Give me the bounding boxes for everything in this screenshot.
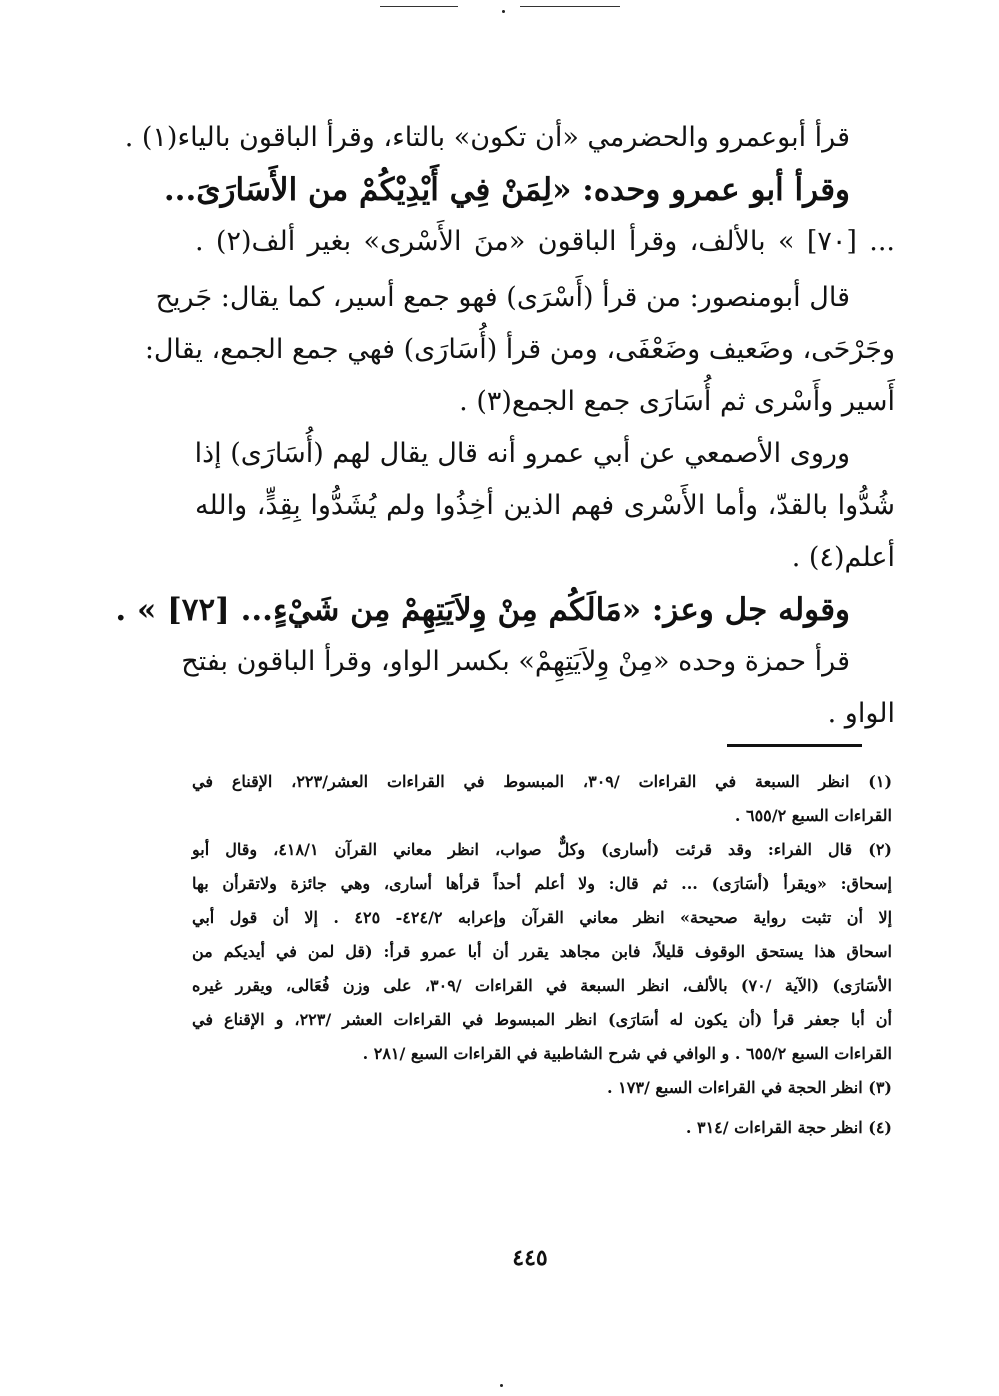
footnote-line: (٤) انظر حجة القراءات /٣١٤ .: [685, 1118, 892, 1137]
main-text-block: [115, 112, 895, 740]
footnote-line: (٣) انظر الحجة في القراءات السبع /١٧٣ .: [607, 1078, 892, 1097]
main-text-line-quran: [163, 164, 895, 216]
page-number: ٤٤٥: [512, 1245, 548, 1271]
main-text-line: الواو .: [827, 698, 895, 729]
main-text-line: قرأ أبوعمرو والحضرمي «أن تكون» بالتاء، وقرأ الباقون بالياء(١) .: [124, 122, 850, 153]
main-text-line: شُدُّوا بالقدّ، وأما الأَسْرى فهم الذين أخِذُوا ولم يُشَدُّوا بِقِدٍّ، والله: [195, 490, 895, 521]
main-text-line-quran: [115, 584, 895, 636]
footnote-line: (١) انظر السبعة في القراءات /٣٠٩، المبسوط في القراءات العشر/٢٢٣، الإقناع في: [192, 772, 893, 791]
footnotes-block: [192, 765, 892, 1145]
top-edge-rule-right: [520, 6, 620, 7]
quran-verse-line: وقرأ أبو عمرو وحده: «لِمَنْ فِي أَيْدِيْكُمْ من الأَسَارَىَ...: [163, 172, 850, 208]
footnote-line: إسحاق: «ويقرأ (أسَارَى) ... ثم قال: ولا أعلم أحداً قرأها أسارى، وهي جائزة ولاتقرأن بها: [192, 874, 892, 893]
quran-verse-line: وقوله جل وعز: «مَالَكُم مِنْ وِلاَيَتِهِمْ مِن شَيْءٍ... [٧٢] » .: [115, 592, 850, 628]
main-text-line: قال أبومنصور: من قرأ (أَسْرَى) فهو جمع أسير، كما يقال: جَريح: [155, 282, 850, 313]
main-text-line: ... [٧٠] » بالألف، وقرأ الباقون «منَ الأَسْرى» بغير ألف(٢) .: [195, 226, 895, 257]
main-text-line: وجَرْحَى، وضَعيف وضَعْفَى، ومن قرأ (أُسَارَى) فهي جمع الجمع، يقال:: [144, 334, 895, 365]
scan-speck: [502, 10, 505, 13]
main-text-line: أعلم(٤) .: [791, 542, 895, 573]
footnote-separator: [727, 744, 862, 747]
footnote-line: الأسَارَى) (الآية /٧٠) بالألف، انظر السبعة في القراءات /٣٠٩، على وزن فُعَالى، ويقرر غيره: [192, 976, 893, 995]
footnote-line: القراءات السبع ٦٥٥/٢ .: [734, 806, 892, 825]
footnote-line: أن أبا جعفر قرأ (أن يكون له أسَارَى) انظر المبسوط في القراءات العشر /٢٢٣، و الإقناع في: [192, 1010, 892, 1029]
footnote-line: (٢) قال الفراء: وقد قرئت (أسارى) وكلٌّ صواب، انظر معاني القرآن ٤١٨/١، وقال أبو: [192, 840, 892, 859]
scan-speck: [500, 1384, 503, 1387]
main-text-line: قرأ حمزة وحده «مِنْ وِلاَيَتِهِمْ» بكسر الواو، وقرأ الباقون بفتح: [181, 646, 850, 677]
footnote-line: إلا أن تثبت رواية صحيحة» انظر معاني القرآن وإعرابه ٤٢٤/٢- ٤٢٥ . إلا أن قول أبي: [192, 908, 893, 927]
footnote-line: القراءات السبع ٦٥٥/٢ . و الوافي في شرح الشاطبية في القراءات السبع /٢٨١ .: [362, 1044, 892, 1063]
main-text-line: أَسير وأَسْرى ثم أُسَارَى جمع الجمع(٣) .: [459, 386, 895, 417]
top-edge-rule-left: [380, 6, 458, 7]
footnote-line: اسحاق هذا يستحق الوقوف قليلاً، فابن مجاهد يقرر أن أبا عمرو قرأ: (قل لمن في أيديكم من: [192, 942, 892, 961]
main-text-line: وروى الأصمعي عن أبي عمرو أنه قال يقال لهم (أُسَارَى) إذا: [194, 438, 850, 469]
